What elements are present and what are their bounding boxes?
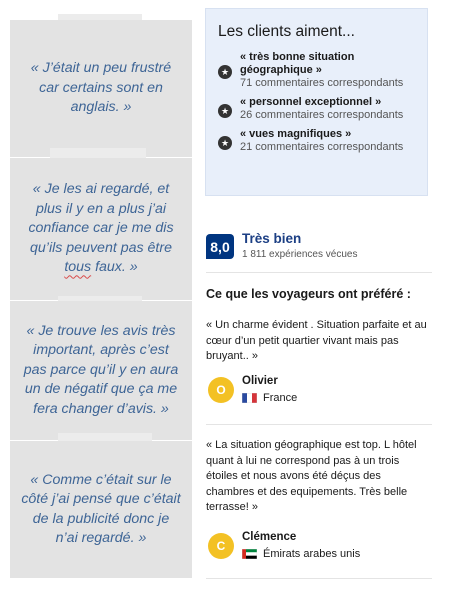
quote-card — [10, 20, 192, 157]
reviewer-name: Olivier — [242, 375, 278, 387]
quote-text-part: faux. » — [91, 259, 138, 276]
like-item[interactable] — [218, 96, 415, 122]
score-badge: 8,0 — [206, 234, 234, 259]
like-item[interactable] — [218, 128, 415, 154]
reviewer-country — [242, 548, 360, 560]
quote-card — [10, 441, 192, 578]
like-count: 21 commentaires correspondants — [240, 141, 404, 153]
like-label: « très bonne situation géographique » — [240, 51, 355, 76]
like-count: 26 commentaires correspondants — [240, 109, 404, 121]
star-icon: ★ — [218, 65, 232, 79]
uae-flag-icon — [242, 549, 257, 559]
avatar: O — [208, 377, 234, 403]
quote-card — [10, 158, 192, 300]
divider — [206, 424, 432, 425]
divider — [206, 272, 432, 273]
quote-text: « Comme c’était sur le côté j’ai pensé que c’était de la publicité donc je n’ai regardé. » — [21, 471, 181, 546]
divider — [206, 578, 432, 579]
like-count: 71 commentaires correspondants — [240, 77, 404, 89]
liked-heading: Ce que les voyageurs ont préféré : — [206, 287, 411, 301]
quote-card — [10, 301, 192, 440]
quote-text-emph: tous — [64, 259, 92, 276]
country-name: France — [263, 392, 298, 404]
star-icon: ★ — [218, 136, 232, 150]
clients-like-box — [205, 8, 428, 196]
reviewer-name: Clémence — [242, 531, 297, 543]
quote-text — [20, 180, 182, 278]
score-label: Très bien — [242, 231, 302, 246]
quote-text: « J’était un peu frustré car certains sont en anglais. » — [30, 60, 172, 116]
like-label: « vues magnifiques » — [240, 128, 352, 140]
reviewer-country — [242, 392, 297, 404]
quote-text-part: « Je les ai regardé, et plus il y en a plus j’ai confiance car je me dis qu’ils peuvent pas être — [28, 181, 174, 256]
like-item[interactable] — [218, 51, 415, 90]
avatar: C — [208, 533, 234, 559]
review-text: « La situation géographique est top. L hôtel quant à lui ne correspond pas à un trois étoiles et nous avons été déçus des chambres et des equipements. Très belle terrasse! » — [206, 439, 417, 513]
france-flag-icon — [242, 393, 257, 403]
score-count: 1 811 expériences vécues — [242, 249, 358, 260]
country-name: Émirats arabes unis — [263, 548, 361, 560]
like-label: « personnel exceptionnel » — [240, 96, 382, 108]
star-icon: ★ — [218, 104, 232, 118]
clients-like-title: Les clients aiment... — [218, 23, 355, 40]
quote-text: « Je trouve les avis très important, après c’est pas parce qu’il y en aura un de négatif que ça me fera changer d’avis. » — [23, 322, 179, 417]
review-text: « Un charme évident . Situation parfaite et au cœur d’un petit quartier vivant mais pas bruyant.. » — [206, 319, 427, 362]
